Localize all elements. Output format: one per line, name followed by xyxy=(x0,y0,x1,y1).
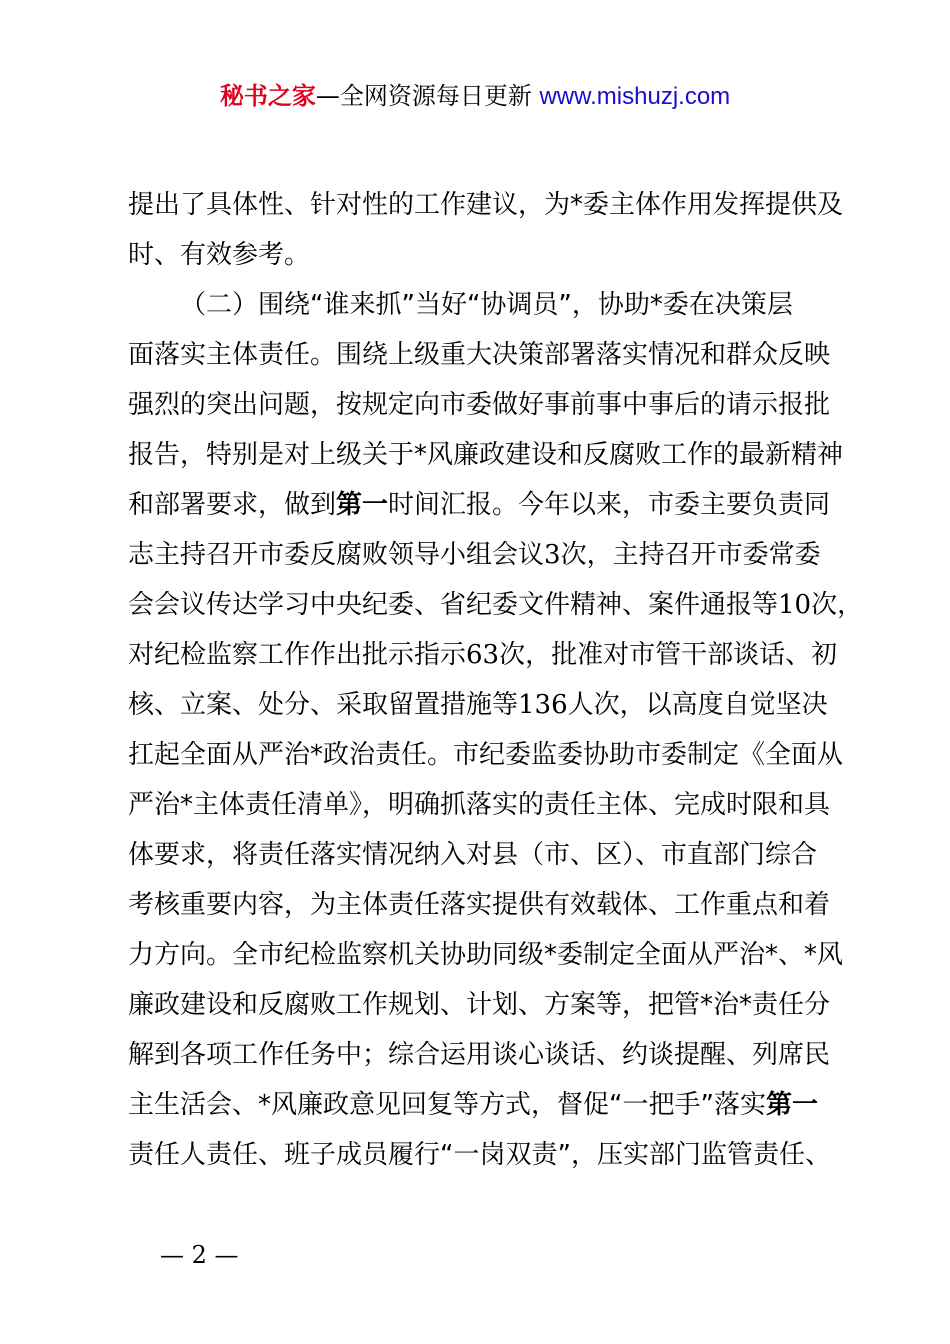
text-segment: 和部署要求，做到 xyxy=(128,490,337,520)
bold-text: 第一 xyxy=(336,490,389,520)
text-segment: 对纪检监察工作作出批示指示 xyxy=(128,640,467,670)
text-line: 强烈的突出问题，按规定向市委做好事前事中事后的请示报批 xyxy=(128,390,831,420)
text-line: 责任人责任、班子成员履行“一岗双责”，压实部门监管责任、 xyxy=(128,1140,831,1170)
text-segment: 次， xyxy=(811,590,864,620)
text-line: 报告，特别是对上级关于*风廉政建设和反腐败工作的最新精神 xyxy=(128,440,844,470)
text-line: 力方向。全市纪检监察机关协助同级*委制定全面从严治*、*风 xyxy=(128,940,844,970)
bold-text: 第一 xyxy=(765,1090,818,1120)
text-segment: 次，批准对市管干部谈话、初 xyxy=(499,640,838,670)
document-body xyxy=(128,180,864,1180)
text-segment: 时间汇报。今年以来，市委主要负责同 xyxy=(388,490,831,520)
number-value: 3 xyxy=(544,540,561,570)
page-number: — 2 — xyxy=(160,1241,239,1269)
text-line xyxy=(128,630,836,680)
section-heading-line: （二）围绕“谁来抓”当好“协调员”，协助*委在决策层 xyxy=(180,290,793,320)
text-segment: 主生活会、*风廉政意见回复等方式，督促“一把手”落实 xyxy=(128,1090,766,1120)
text-line: 时、有效参考。 xyxy=(128,240,311,270)
text-line: 面落实主体责任。围绕上级重大决策部署落实情况和群众反映 xyxy=(128,340,831,370)
text-line: 廉政建设和反腐败工作规划、计划、方案等，把管*治*责任分 xyxy=(128,990,831,1020)
text-line xyxy=(128,1080,836,1130)
text-line: 考核重要内容，为主体责任落实提供有效载体、工作重点和着 xyxy=(128,890,831,920)
text-line: 体要求，将责任落实情况纳入对县（市、区）、市直部门综合 xyxy=(128,840,818,870)
text-segment: 会会议传达学习中央纪委、省纪委文件精神、案件通报等 xyxy=(128,590,779,620)
header-tagline: —全网资源每日更新 xyxy=(315,82,532,110)
number-value: 136 xyxy=(518,690,568,720)
text-line xyxy=(128,580,864,630)
text-segment: 核、立案、处分、采取留置措施等 xyxy=(128,690,519,720)
number-value: 63 xyxy=(466,640,500,670)
brand-name: 秘书之家 xyxy=(219,82,316,110)
text-line: 扛起全面从严治*政治责任。市纪委监委协助市委制定《全面从 xyxy=(128,740,844,770)
text-line xyxy=(128,680,836,730)
text-line: 提出了具体性、针对性的工作建议，为*委主体作用发挥提供及 xyxy=(128,190,844,220)
text-segment: 次，主持召开市委常委 xyxy=(560,540,821,570)
text-line: 严治*主体责任清单》，明确抓落实的责任主体、完成时限和具 xyxy=(128,790,831,820)
site-header xyxy=(0,78,950,115)
text-segment: 人次，以高度自觉坚决 xyxy=(567,690,828,720)
site-url-link[interactable]: www.mishuzj.com xyxy=(539,83,731,110)
text-segment: 志主持召开市委反腐败领导小组会议 xyxy=(128,540,545,570)
text-line: 解到各项工作任务中；综合运用谈心谈话、约谈提醒、列席民 xyxy=(128,1040,831,1070)
text-line xyxy=(128,530,836,580)
number-value: 10 xyxy=(778,590,812,620)
text-line xyxy=(128,480,836,530)
